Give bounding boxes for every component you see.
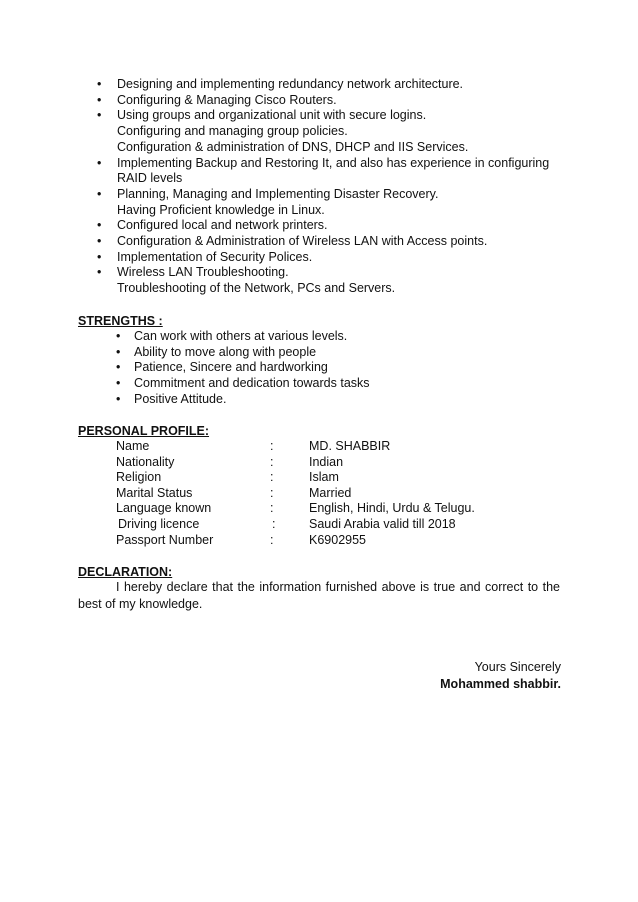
- signature-block: [440, 659, 561, 693]
- list-item: • Configured local and network printers.: [97, 218, 577, 234]
- profile-separator: :: [270, 470, 274, 485]
- profile-value: Saudi Arabia valid till 2018: [309, 516, 456, 531]
- list-item: • Implementation of Security Polices.: [97, 250, 577, 266]
- profile-separator: :: [270, 439, 274, 453]
- list-item: • Can work with others at various levels.: [116, 329, 370, 345]
- profile-value: English, Hindi, Urdu & Telugu.: [309, 501, 475, 516]
- list-item: • Configuring & Managing Cisco Routers.: [97, 93, 577, 109]
- list-item: • Configuration & Administration of Wireless LAN with Access points.: [97, 234, 577, 250]
- list-item: • Planning, Managing and Implementing Disaster Recovery.: [97, 187, 577, 203]
- experience-list: [97, 77, 577, 297]
- list-item: • Implementing Backup and Restoring It, and also has experience in configuring RAID levels: [97, 156, 577, 187]
- signatory-name: Mohammed shabbir.: [440, 677, 561, 691]
- strengths-heading: STRENGTHS :: [78, 314, 163, 328]
- profile-value: Indian: [309, 454, 344, 469]
- profile-value: K6902955: [309, 532, 367, 547]
- profile-value: Married: [309, 485, 352, 500]
- personal-profile-heading: PERSONAL PROFILE:: [78, 424, 210, 438]
- profile-key: Language known: [116, 501, 212, 516]
- profile-separator: :: [270, 485, 274, 500]
- declaration-heading: DECLARATION:: [78, 565, 173, 579]
- list-item: Configuring and managing group policies.: [117, 124, 348, 139]
- list-item: Troubleshooting of the Network, PCs and Servers.: [117, 281, 396, 296]
- profile-separator: :: [270, 532, 274, 547]
- profile-separator: :: [270, 501, 274, 516]
- list-item: • Using groups and organizational unit with secure logins.: [97, 108, 577, 124]
- strengths-list: [116, 329, 370, 408]
- list-item: • Wireless LAN Troubleshooting.: [97, 265, 577, 281]
- declaration-text: I hereby declare that the information furnished above is true and correct to the best of my knowledge.: [78, 580, 560, 611]
- profile-key: Marital Status: [116, 485, 193, 500]
- closing-text: Yours Sincerely: [474, 660, 561, 674]
- profile-key: Name: [116, 439, 150, 453]
- list-item: • Commitment and dedication towards tasks: [116, 376, 370, 392]
- list-item: • Ability to move along with people: [116, 345, 370, 361]
- profile-key: Passport Number: [116, 532, 214, 547]
- list-item: Having Proficient knowledge in Linux.: [117, 202, 325, 217]
- profile-key: Nationality: [116, 454, 175, 469]
- profile-key: Driving licence: [118, 516, 200, 531]
- list-item: • Designing and implementing redundancy network architecture.: [97, 77, 577, 93]
- list-item: • Positive Attitude.: [116, 392, 370, 408]
- list-item: Configuration & administration of DNS, DHCP and IIS Services.: [117, 139, 469, 154]
- profile-separator: :: [272, 516, 276, 531]
- profile-separator: :: [270, 454, 274, 469]
- profile-value: Islam: [309, 470, 339, 485]
- profile-key: Religion: [116, 470, 162, 485]
- profile-value: MD. SHABBIR: [309, 439, 391, 453]
- list-item: • Patience, Sincere and hardworking: [116, 360, 370, 376]
